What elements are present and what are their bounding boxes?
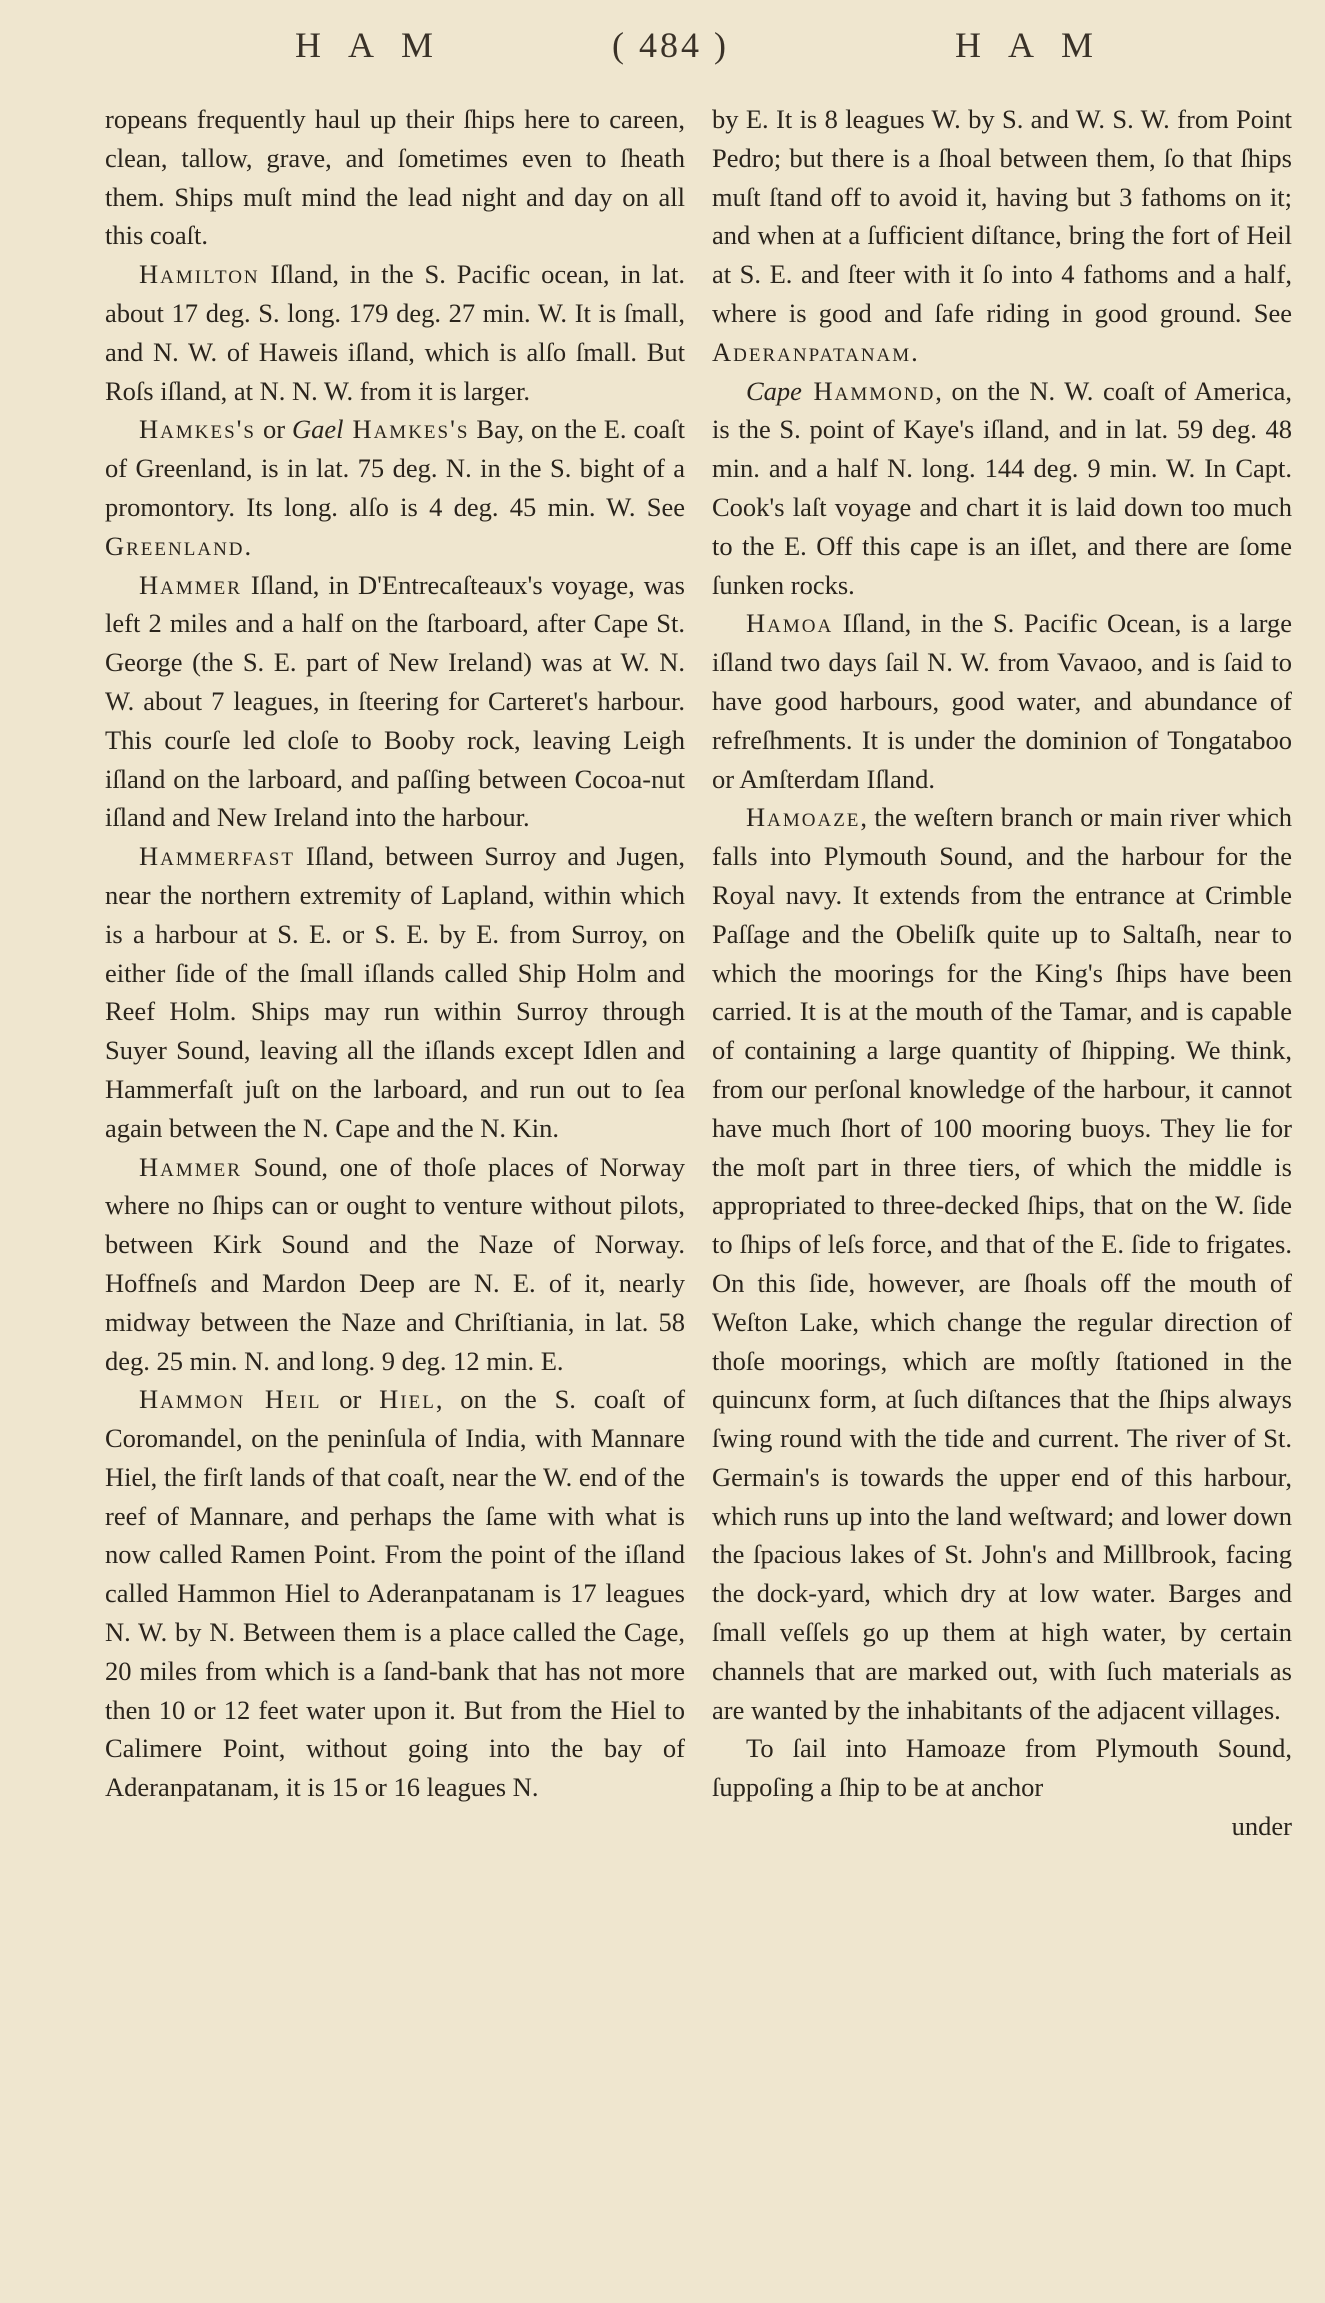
entry-headword: Hammerfast xyxy=(139,841,295,872)
entry-headword: Hammond xyxy=(801,375,936,406)
entry-headword: Hammon Heil xyxy=(139,1384,322,1415)
page-number: ( 484 ) xyxy=(612,25,729,65)
running-header xyxy=(0,24,1325,84)
entry-hammon-heil: Hammon Heil or Hiel, on the S. coaſt of Coromandel, on the peninſula of India, with Mannare Hiel, the firſt lands of that coaſt, near the W. end of the reef of Mannare, and perhaps the ſame with what is now called Ramen Point. From the point of the iſland called Hammon Hiel to Aderanpatanam is 17 leagues N. W. by N. Between them is a place called the Cage, 20 miles from which is a ſand-bank that has not more then 10 or 12 feet water upon it. But from the Hiel to Calimere Point, without going into the bay of Aderanpatanam, it is 15 or 16 leagues N. xyxy=(105,1384,686,1803)
entry-continuation: by E. It is 8 leagues W. by S. and W. S. W. from Point Pedro; but there is a ſhoal between them, ſo that ſhips muſt ſtand off to avoid it, having but 3 fathoms on it; and when at a ſufficient diſtance, bring the fort of Heil at S. E. and ſteer with it ſo into 4 fathoms and a half, where is good and ſafe riding in good ground. See Aderanpatanam. xyxy=(712,104,1292,367)
header-right: H A M xyxy=(955,25,1104,65)
entry-hammerfast: Hammerfast Iſland, between Surroy and Jugen, near the northern extremity of Lapland, within which is a harbour at S. E. or S. E. by E. from Surroy, on either ſide of the ſmall iſlands called Ship Holm and Reef Holm. Ships may run within Surroy through Suyer Sound, leaving all the iſlands except Idlen and Hammerfaſt juſt on the larboard, and run out to ſea again between the N. Cape and the N. Kin. xyxy=(105,841,685,1143)
entry-headword: Hammer xyxy=(139,569,242,600)
header-left: H A M xyxy=(295,25,444,65)
cross-reference: Greenland xyxy=(105,530,245,561)
entry-cape-hammond: Cape Hammond, on the N. W. coaſt of America, is the S. point of Kaye's iſland, and in lat. 59 deg. 48 min. and a half N. long. 144 deg. 9 min. W. In Capt. Cook's laſt voyage and chart it is laid down too much to the E. Off this cape is an iſlet, and there are ſome ſunken rocks. xyxy=(712,375,1293,600)
entry-headword: Hamilton xyxy=(139,259,260,290)
entry-hamoaze: Hamoaze, the weſtern branch or main river which falls into Plymouth Sound, and the harbour for the Royal navy. It extends from the entrance at Crimble Paſſage and the Obeliſk quite up to Saltaſh, near to which the moorings for the King's ſhips have been carried. It is at the mouth of the Tamar, and is capable of containing a large quantity of ſhipping. We think, from our perſonal knowledge of the harbour, it cannot have much ſhort of 100 mooring buoys. They lie for the moſt part in three tiers, of which the middle is appropriated to three-decked ſhips, that on the W. ſide to ſhips of leſs force, and that of the E. ſide to frigates. On this ſide, however, are ſhoals off the mouth of Weſton Lake, which change the regular direction of thoſe moorings, which are moſtly ſtationed in the quincunx form, at ſuch diſtances that the ſhips always ſwing round with the tide and current. The river of St. Germain's is towards the upper end of this harbour, which runs up into the land weſtward; and lower down the ſpacious lakes of St. John's and Millbrook, facing the dock-yard, which dry at low water. Barges and ſmall veſſels go up them at high water, by certain channels that are marked out, with ſuch materials as are wanted by the inhabitants of the adjacent villages. xyxy=(712,802,1292,1725)
entry-headword: Hammer xyxy=(139,1151,242,1182)
entry-hammer-island: Hammer Iſland, in D'Entrecaſteaux's voyage, was left 2 miles and a half on the ſtarboard, after Cape St. George (the S. E. part of New Ireland) was at W. N. W. about 7 leagues, in ſteering for Carteret's harbour. This courſe led cloſe to Booby rock, leaving Leigh iſland on the larboard, and paſſing between Cocoa-nut iſland and New Ireland into the harbour. xyxy=(105,569,685,833)
entry-hamkes: Hamkes's or Gael Hamkes's Bay, on the E. coaſt of Greenland, is in lat. 75 deg. N. in the S. bight of a promontory. Its long. alſo is 4 deg. 45 min. W. See Greenland. xyxy=(105,414,685,561)
entry-continuation: ropeans frequently haul up their ſhips here to careen, clean, tallow, grave, and ſometimes even to ſheath them. Ships muſt mind the lead night and day on all this coaſt. xyxy=(105,104,685,251)
entry-hamoa: Hamoa Iſland, in the S. Pacific Ocean, is a large iſland two days ſail N. W. from Vavaoo, and is ſaid to have good harbours, good water, and abundance of refreſhments. It is under the dominion of Tongataboo or Amſterdam Iſland. xyxy=(712,608,1292,794)
entry-hammer-sound: Hammer Sound, one of thoſe places of Norway where no ſhips can or ought to venture without pilots, between Kirk Sound and the Naze of Norway. Hoffneſs and Mardon Deep are N. E. of it, nearly midway between the Naze and Chriſtiania, in lat. 58 deg. 25 min. N. and long. 9 deg. 12 min. E. xyxy=(105,1151,685,1376)
paragraph-sailing-directions: To ſail into Hamoaze from Plymouth Sound, ſuppoſing a ſhip to be at anchor xyxy=(712,1733,1292,1803)
entry-headword: Hamkes's xyxy=(139,414,256,445)
entry-hamilton: Hamilton Iſland, in the S. Pacific ocean, in lat. about 17 deg. S. long. 179 deg. 27 min. W. It is ſmall, and N. W. of Haweis iſland, which is alſo ſmall. But Roſs iſland, at N. N. W. from it is larger. xyxy=(105,259,685,406)
right-column xyxy=(712,100,1292,1846)
left-column xyxy=(105,100,685,1807)
entry-headword: Hamoaze xyxy=(746,802,861,833)
catchword: under xyxy=(1231,1811,1292,1842)
entry-headword: Hamoa xyxy=(746,608,834,639)
cross-reference: Aderanpatanam xyxy=(712,336,912,367)
